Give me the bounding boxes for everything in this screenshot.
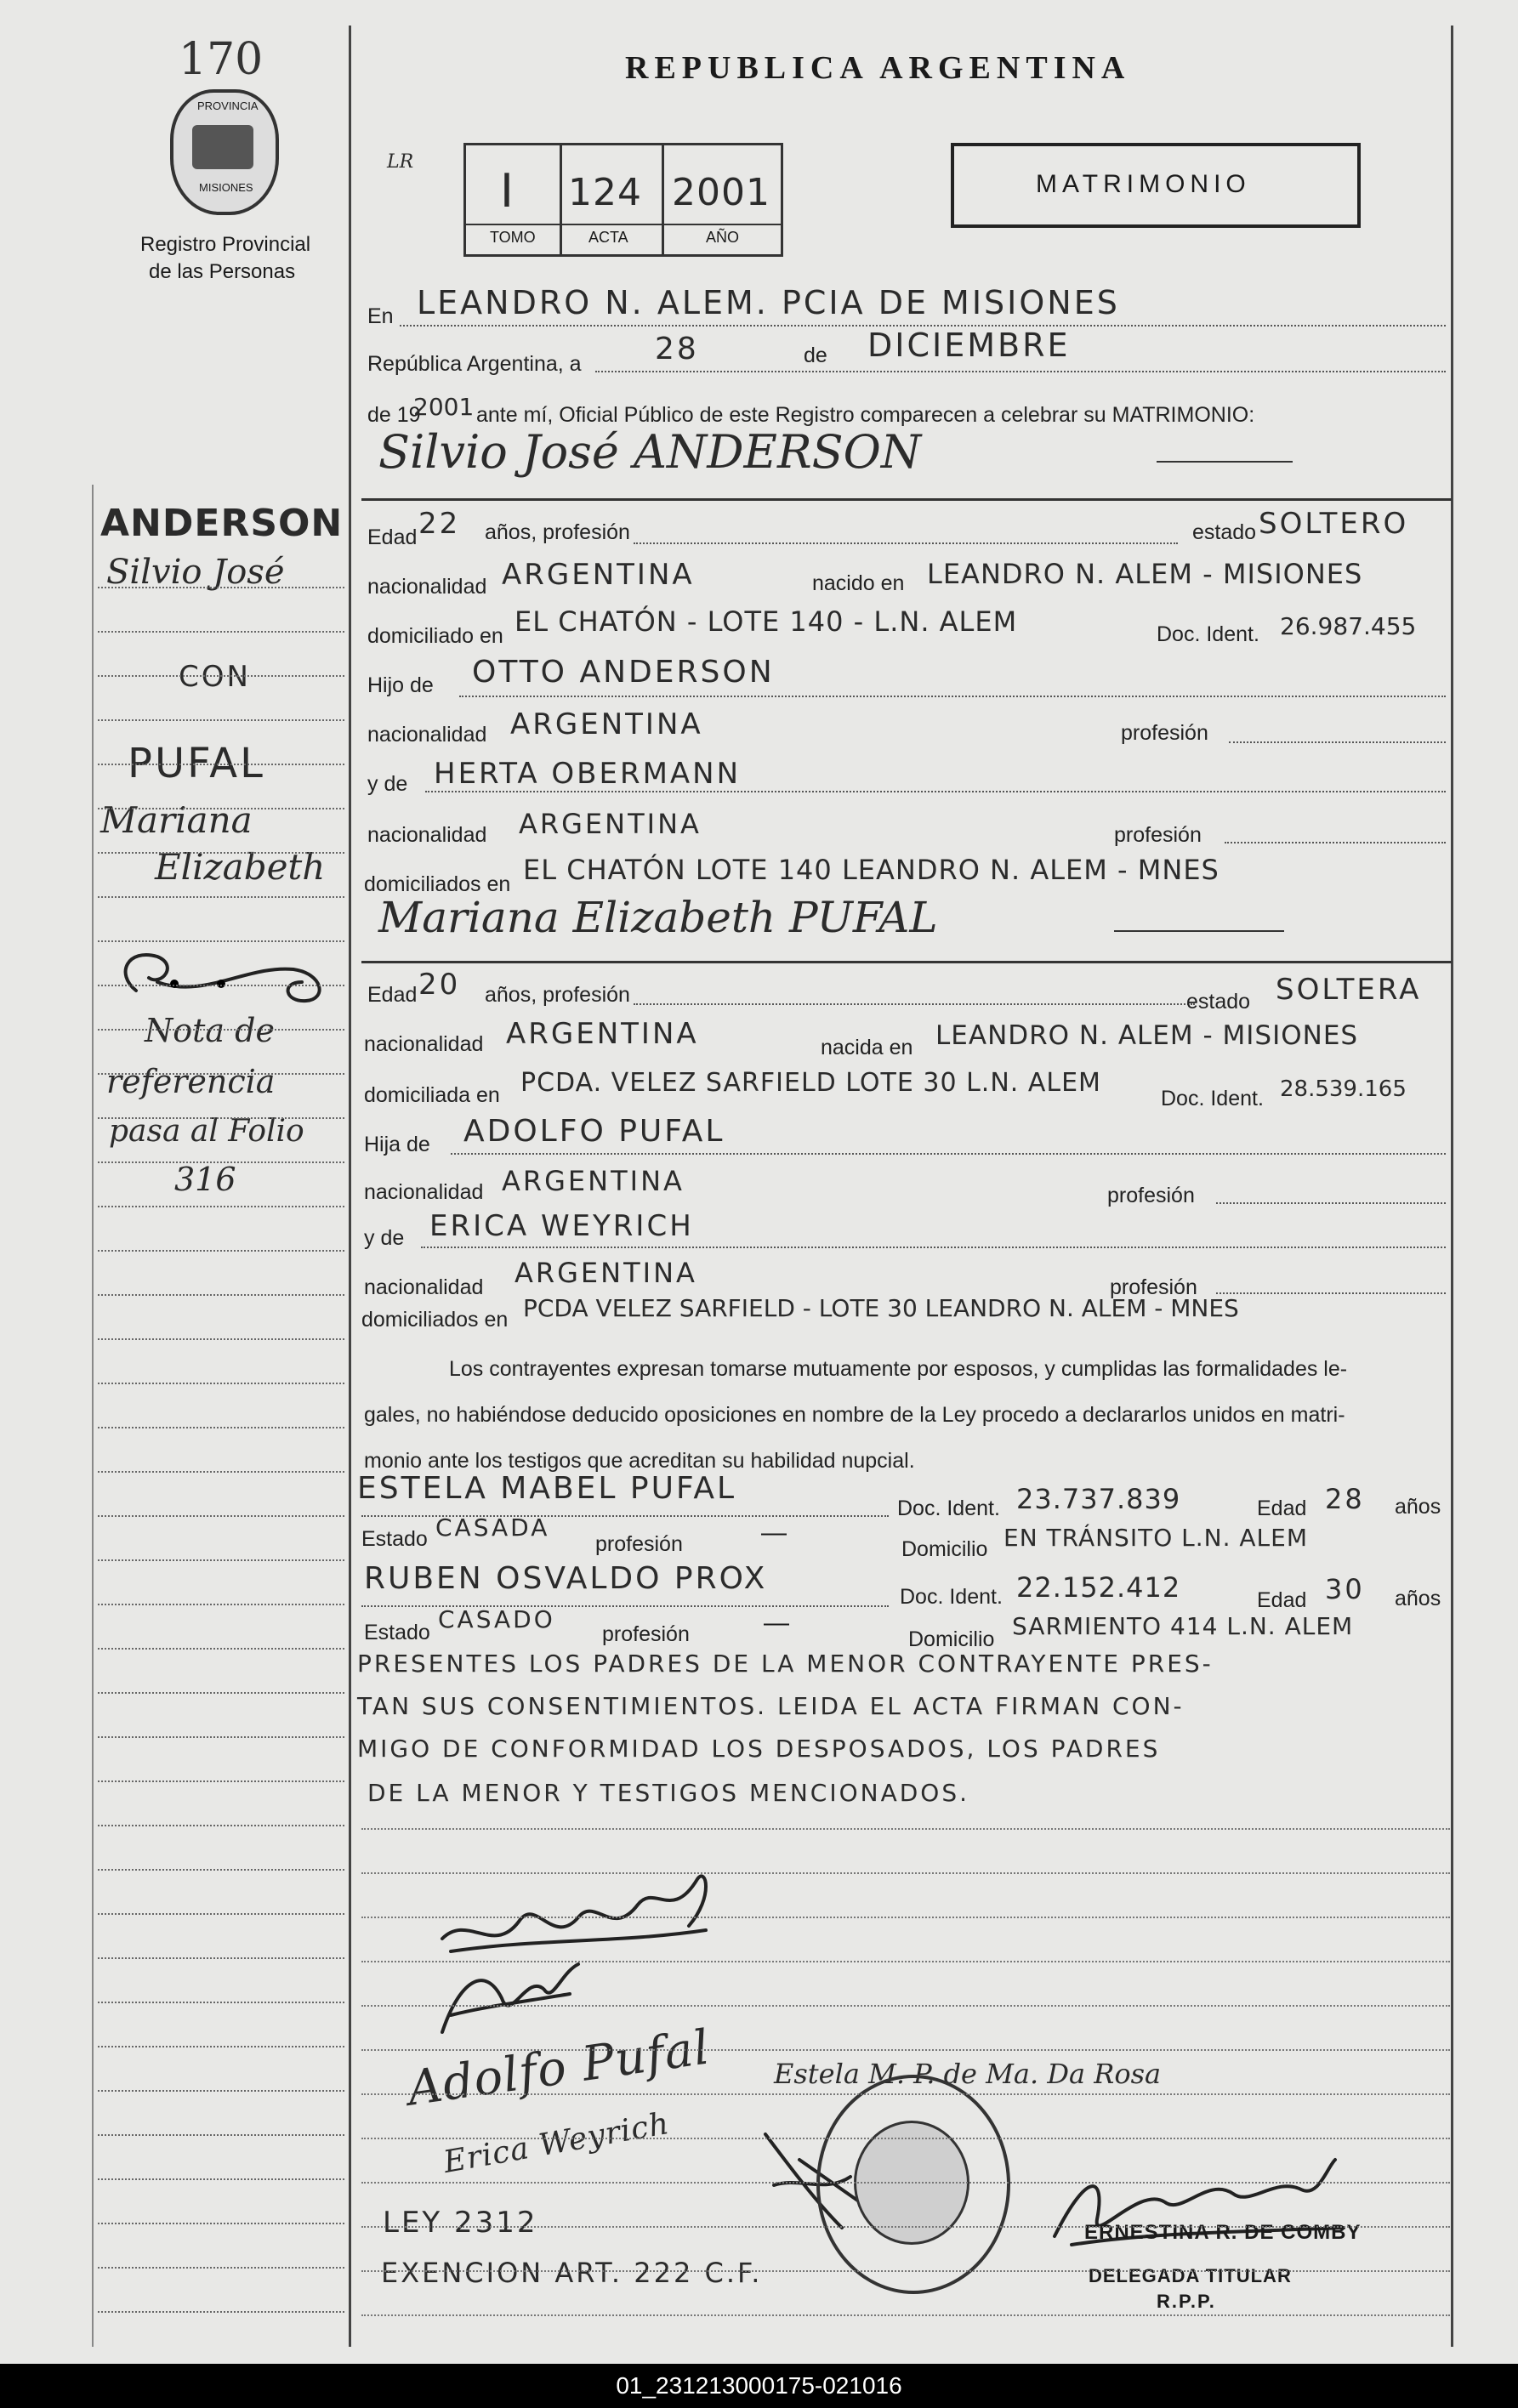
witness-2-domicilio-label: Domicilio — [908, 1627, 995, 1651]
margin-ruled-line — [98, 1250, 344, 1252]
tomo-label: TOMO — [490, 229, 536, 246]
act-type-label: MATRIMONIO — [1036, 170, 1251, 198]
groom-birthplace: LEANDRO N. ALEM - MISIONES — [927, 558, 1363, 590]
official-name: ERNESTINA R. DE COMBY — [1084, 2221, 1362, 2244]
body-ruled-line — [361, 2093, 1450, 2095]
groom-estado: SOLTERO — [1259, 507, 1409, 541]
groom-yde-label: y de — [367, 772, 408, 796]
column-divider — [349, 26, 351, 2347]
registry-line-2: de las Personas — [149, 260, 296, 283]
margin-groom-given: Silvio José — [106, 553, 285, 592]
bride-yde-label: y de — [364, 1226, 405, 1250]
groom-doc: 26.987.455 — [1280, 612, 1417, 640]
registry-line-1: Registro Provincial — [140, 233, 311, 256]
witness-1-estado-label: Estado — [361, 1527, 428, 1551]
bride-profesion-line — [634, 1003, 1195, 1005]
body-ruled-line — [361, 1917, 1450, 1918]
groom-mother-line — [425, 791, 1446, 792]
bride-mother: ERICA WEYRICH — [429, 1209, 694, 1243]
groom-nacionalidad: ARGENTINA — [502, 558, 695, 592]
declaration-line-3: monio ante los testigos que acreditan su habilidad nupcial. — [364, 1449, 915, 1473]
margin-ruled-line — [98, 1780, 344, 1782]
groom-edad-label: Edad — [367, 525, 418, 549]
margin-ruled-line — [98, 1692, 344, 1694]
witness-2-doc: 22.152.412 — [1016, 1571, 1181, 1604]
witness-2-name: RUBEN OSVALDO PROX — [364, 1561, 768, 1596]
groom-doc-label: Doc. Ident. — [1157, 622, 1259, 646]
box-inner-line — [466, 224, 781, 225]
witness-2-anos-label: años — [1395, 1587, 1441, 1610]
groom-parents-dom: EL CHATÓN LOTE 140 LEANDRO N. ALEM - MNES — [523, 854, 1220, 886]
margin-ruled-line — [98, 2267, 344, 2269]
groom-full-name: Silvio José ANDERSON — [378, 425, 922, 479]
day-value: 28 — [655, 332, 699, 366]
bride-father-nac-label: nacionalidad — [364, 1180, 484, 1204]
right-border — [1451, 26, 1453, 2347]
groom-mother-prof-label: profesión — [1114, 823, 1202, 847]
corner-mark: LR — [387, 151, 414, 173]
exencion-note: EXENCION ART. 222 C.F. — [381, 2257, 763, 2289]
bride-mother-nac: ARGENTINA — [515, 1257, 697, 1289]
body-ruled-line — [361, 1828, 1450, 1830]
margin-note-line-1: Nota de — [145, 1012, 275, 1049]
bride-father-prof-label: profesión — [1107, 1184, 1195, 1207]
witness-2-doc-label: Doc. Ident. — [900, 1585, 1003, 1609]
anio-value: 2001 — [672, 171, 770, 214]
margin-ruled-line — [98, 1383, 344, 1384]
groom-father-nac: ARGENTINA — [510, 707, 703, 741]
groom-father-prof-label: profesión — [1121, 721, 1208, 745]
margin-note-line-4: 316 — [174, 1161, 236, 1198]
margin-ruled-line — [98, 675, 344, 677]
margin-ruled-line — [98, 2002, 344, 2003]
declaration-line-2: gales, no habiéndose deducido oposiciones en nombre de la Ley procedo a declararlos unidos en matri- — [364, 1403, 1345, 1427]
bride-section-divider — [361, 961, 1452, 963]
anio-label: AÑO — [706, 229, 740, 246]
witness-1-anos-label: años — [1395, 1495, 1441, 1519]
notes-line-3: MIGO DE CONFORMIDAD LOS DESPOSADOS, LOS PADRES — [357, 1735, 1161, 1763]
margin-ruled-line — [98, 1648, 344, 1650]
margin-note-line-3: pasa al Folio — [109, 1114, 304, 1149]
declaration-line-1: Los contrayentes expresan tomarse mutuamente por esposos, y cumplidas las formalidades le- — [449, 1357, 1348, 1381]
month-value: DICIEMBRE — [867, 327, 1071, 364]
bride-father: ADOLFO PUFAL — [463, 1114, 725, 1149]
body-ruled-line — [361, 1961, 1450, 1962]
margin-ruled-line — [98, 1869, 344, 1871]
margin-ruled-line — [98, 631, 344, 633]
place-value: LEANDRO N. ALEM. PCIA DE MISIONES — [417, 284, 1120, 321]
bride-birthplace: LEANDRO N. ALEM - MISIONES — [935, 1020, 1359, 1051]
margin-ruled-line — [98, 1471, 344, 1473]
groom-name-dash — [1157, 461, 1293, 463]
body-ruled-line — [361, 1872, 1450, 1874]
bride-nacida-label: nacida en — [821, 1036, 913, 1059]
official-round-seal — [816, 2075, 1010, 2294]
margin-ruled-line — [98, 1294, 344, 1296]
bride-full-name: Mariana Elizabeth PUFAL — [378, 893, 938, 942]
margin-ruled-line — [98, 852, 344, 854]
witness-2-profesion-label: profesión — [602, 1622, 690, 1646]
groom-profesion-line — [634, 542, 1178, 544]
body-ruled-line — [361, 2314, 1450, 2316]
bride-edad-label: Edad — [367, 983, 418, 1007]
witness-1-domicilio: EN TRÁNSITO L.N. ALEM — [1003, 1524, 1308, 1552]
margin-ruled-line — [98, 808, 344, 809]
groom-mother: HERTA OBERMANN — [434, 757, 742, 791]
groom-father-prof-line — [1229, 741, 1446, 743]
margin-ruled-line — [98, 1736, 344, 1738]
margin-groom-surname: ANDERSON — [100, 502, 344, 545]
witness-1-doc-label: Doc. Ident. — [897, 1496, 1000, 1520]
margin-ruled-line — [98, 1427, 344, 1428]
bride-domicilio: PCDA. VELEZ SARFIELD LOTE 30 L.N. ALEM — [520, 1068, 1101, 1098]
year-value: 2001 — [413, 393, 475, 421]
bride-age: 20 — [418, 968, 461, 1002]
seal-emblem — [192, 125, 253, 169]
seal-bottom-text: MISIONES — [199, 181, 253, 194]
margin-ruled-line — [98, 1117, 344, 1119]
date-line — [595, 371, 1446, 372]
bride-anos-profesion-label: años, profesión — [485, 983, 630, 1007]
margin-ruled-line — [98, 587, 344, 588]
month-de-label: de — [804, 344, 827, 367]
signature-official — [1038, 2151, 1361, 2262]
body-ruled-line — [361, 2270, 1450, 2272]
signature-adolfo: Adolfo Pufal — [404, 2019, 714, 2117]
signature-bride — [425, 1947, 595, 2049]
witness-2-edad-label: Edad — [1257, 1588, 1307, 1612]
margin-con: CON — [179, 660, 251, 694]
margin-note-line-2: referencia — [106, 1063, 276, 1100]
witness-2-domicilio: SARMIENTO 414 L.N. ALEM — [1012, 1612, 1354, 1640]
margin-ruled-line — [98, 1913, 344, 1915]
groom-domicilio-label: domiciliado en — [367, 624, 503, 648]
margin-ruled-line — [98, 1029, 344, 1031]
groom-hijo-label: Hijo de — [367, 673, 434, 697]
margin-ruled-line — [98, 2178, 344, 2180]
official-title-1: DELEGADA TITULAR — [1089, 2265, 1292, 2286]
provincial-seal — [170, 89, 279, 215]
anio-cell — [662, 145, 781, 254]
margin-ruled-line — [98, 1957, 344, 1959]
witness-1-domicilio-label: Domicilio — [901, 1537, 988, 1561]
margin-ruled-line — [98, 2311, 344, 2313]
republica-label: República Argentina, a — [367, 352, 582, 376]
witness-2-profesion: — — [764, 1609, 789, 1637]
groom-nacionalidad-label: nacionalidad — [367, 575, 487, 599]
groom-anos-profesion-label: años, profesión — [485, 520, 630, 544]
margin-bride-given-1: Mariana — [100, 799, 253, 841]
bride-father-line — [451, 1153, 1446, 1155]
notes-line-2: TAN SUS CONSENTIMIENTOS. LEIDA EL ACTA FIRMAN CON- — [357, 1692, 1185, 1720]
witness-1-edad-label: Edad — [1257, 1496, 1307, 1520]
groom-mother-nac: ARGENTINA — [519, 808, 702, 840]
notes-line-4: DE LA MENOR Y TESTIGOS MENCIONADOS. — [367, 1779, 969, 1807]
groom-mother-nac-label: nacionalidad — [367, 823, 487, 847]
margin-ruled-line — [98, 764, 344, 765]
groom-section-divider — [361, 498, 1452, 501]
acta-cell — [560, 145, 664, 254]
witness-1-name: ESTELA MABEL PUFAL — [357, 1471, 737, 1506]
act-type-box — [951, 143, 1361, 228]
groom-father: OTTO ANDERSON — [472, 655, 775, 690]
groom-parents-dom-label: domiciliados en — [364, 872, 511, 896]
scroll-flourish-icon — [111, 940, 340, 1016]
witness-1-profesion: — — [761, 1519, 787, 1547]
witness-1-estado: CASADA — [435, 1514, 550, 1542]
witness-2-estado: CASADO — [438, 1605, 555, 1633]
margin-ruled-line — [98, 985, 344, 986]
margin-ruled-line — [98, 1825, 344, 1826]
margin-ruled-line — [98, 1073, 344, 1075]
signature-estela: Estela M. P. de Ma. Da Rosa — [774, 2058, 1162, 2090]
margin-ruled-line — [98, 2046, 344, 2047]
bride-mother-prof-label: profesión — [1110, 1275, 1197, 1299]
body-ruled-line — [361, 2005, 1450, 2007]
country-title: REPUBLICA ARGENTINA — [625, 50, 1131, 86]
tomo-value: I — [500, 164, 516, 218]
margin-ruled-line — [98, 896, 344, 898]
margin-ruled-line — [98, 1604, 344, 1605]
margin-ruled-line — [98, 940, 344, 942]
margin-ruled-line — [98, 1515, 344, 1517]
bride-mother-prof-line — [1216, 1292, 1446, 1294]
bride-mother-line — [421, 1247, 1446, 1248]
body-ruled-line — [361, 2138, 1450, 2139]
groom-mother-prof-line — [1225, 842, 1446, 843]
groom-father-line — [459, 696, 1446, 697]
margin-ruled-line — [98, 1559, 344, 1561]
body-ruled-line — [361, 2182, 1450, 2184]
ley-note: LEY 2312 — [383, 2206, 538, 2240]
witness-1-profesion-label: profesión — [595, 1532, 683, 1556]
acta-value: 124 — [568, 171, 642, 214]
groom-age: 22 — [418, 507, 461, 541]
margin-ruled-line — [98, 2090, 344, 2092]
groom-father-nac-label: nacionalidad — [367, 723, 487, 747]
body-ruled-line — [361, 2226, 1450, 2228]
margin-ruled-line — [98, 2223, 344, 2224]
body-ruled-line — [361, 2049, 1450, 2051]
signature-erica: Erica Weyrich — [441, 2105, 673, 2181]
margin-ruled-line — [98, 1206, 344, 1207]
bride-hija-label: Hija de — [364, 1133, 430, 1156]
tomo-cell — [466, 145, 562, 254]
groom-nacido-label: nacido en — [812, 571, 905, 595]
margin-ruled-line — [98, 2134, 344, 2136]
record-number-box — [463, 143, 783, 257]
bride-father-prof-line — [1216, 1202, 1446, 1204]
margin-ruled-line — [98, 719, 344, 721]
margin-ruled-line — [98, 1161, 344, 1163]
image-identifier: 01_231213000175-021016 — [0, 2364, 1518, 2408]
bride-domicilio-label: domiciliada en — [364, 1083, 500, 1107]
witness-1-age: 28 — [1325, 1483, 1365, 1515]
seal-top-text: PROVINCIA — [197, 99, 259, 112]
witness-2-estado-label: Estado — [364, 1621, 430, 1644]
bride-nacionalidad: ARGENTINA — [506, 1017, 699, 1051]
year-prefix: de 19 — [367, 403, 421, 427]
witness-2-age: 30 — [1325, 1573, 1365, 1605]
bride-parents-dom-label: domiciliados en — [361, 1308, 509, 1332]
page-number: 170 — [179, 34, 264, 85]
groom-domicilio: EL CHATÓN - LOTE 140 - L.N. ALEM — [515, 605, 1018, 638]
official-title-2: R.P.P. — [1157, 2291, 1216, 2312]
bride-doc: 28.539.165 — [1280, 1076, 1407, 1102]
left-border — [92, 485, 94, 2347]
acta-label: ACTA — [588, 229, 628, 246]
bride-nacionalidad-label: nacionalidad — [364, 1032, 484, 1056]
groom-estado-label: estado — [1192, 520, 1257, 544]
bride-estado-label: estado — [1186, 990, 1251, 1014]
bride-doc-label: Doc. Ident. — [1161, 1087, 1264, 1110]
en-label: En — [367, 304, 394, 328]
notes-line-1: PRESENTES LOS PADRES DE LA MENOR CONTRAYENTE PRES- — [357, 1650, 1214, 1678]
margin-ruled-line — [98, 1338, 344, 1340]
bride-mother-nac-label: nacionalidad — [364, 1275, 484, 1299]
witness-1-doc: 23.737.839 — [1016, 1483, 1181, 1515]
margin-bride-given-2: Elizabeth — [155, 846, 326, 888]
bride-parents-dom: PCDA VELEZ SARFIELD - LOTE 30 LEANDRO N. ALEM - MNES — [523, 1294, 1239, 1322]
bride-name-dash — [1114, 930, 1284, 932]
comparecen-text: ante mí, Oficial Público de este Registro comparecen a celebrar su MATRIMONIO: — [476, 403, 1255, 427]
margin-bride-surname: PUFAL — [128, 740, 265, 787]
bride-father-nac: ARGENTINA — [502, 1165, 685, 1197]
bride-estado: SOLTERA — [1276, 973, 1422, 1007]
